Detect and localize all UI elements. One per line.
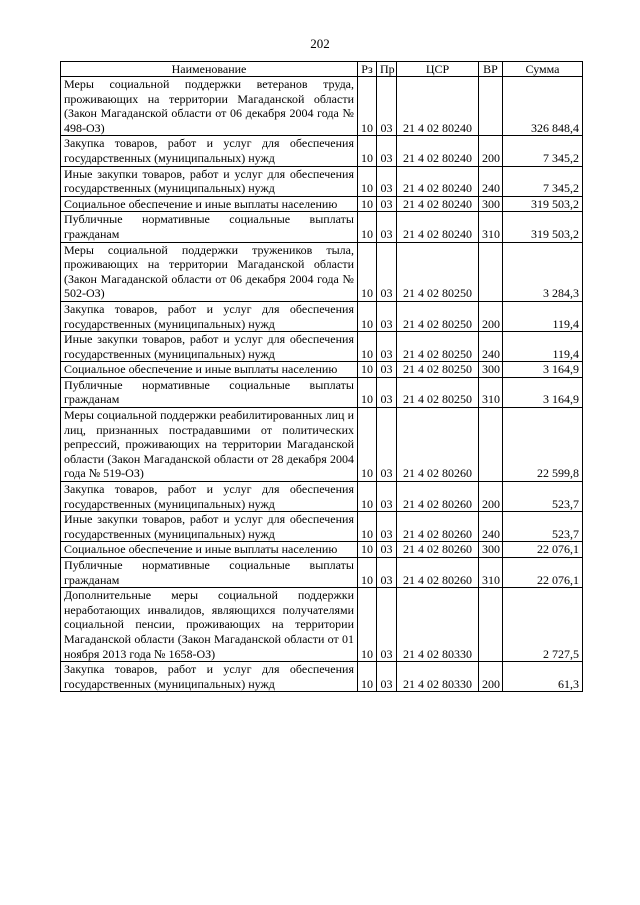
row-rz: 10 xyxy=(358,332,377,362)
row-sum: 3 164,9 xyxy=(503,362,583,378)
row-rz: 10 xyxy=(358,166,377,196)
row-csr: 21 4 02 80240 xyxy=(397,77,479,136)
row-rz: 10 xyxy=(358,77,377,136)
table-row xyxy=(61,588,583,662)
table-row xyxy=(61,558,583,588)
row-vr: 240 xyxy=(479,166,503,196)
row-csr: 21 4 02 80260 xyxy=(397,408,479,482)
row-rz: 10 xyxy=(358,512,377,542)
table-row xyxy=(61,512,583,542)
row-vr: 300 xyxy=(479,362,503,378)
row-name: Иные закупки товаров, работ и услуг для обеспечения государственных (муниципальных) нужд xyxy=(61,166,358,196)
row-vr: 300 xyxy=(479,196,503,212)
row-name: Меры социальной поддержки тружеников тыла, проживающих на территории Магаданской области (Закон Магаданской области от 06 декабря 2004 года № 502-ОЗ) xyxy=(61,242,358,301)
row-pr: 03 xyxy=(377,212,397,242)
row-name: Социальное обеспечение и иные выплаты населению xyxy=(61,362,358,378)
row-name: Социальное обеспечение и иные выплаты населению xyxy=(61,542,358,558)
table-row xyxy=(61,242,583,301)
row-rz: 10 xyxy=(358,301,377,331)
row-name: Меры социальной поддержки ветеранов труда, проживающих на территории Магаданской области (Закон Магаданской области от 06 декабря 2004 года № 498-ОЗ) xyxy=(61,77,358,136)
table-row xyxy=(61,332,583,362)
row-name: Дополнительные меры социальной поддержки неработающих инвалидов, являющихся получателями социальной пенсии, проживающих на территории Магаданской области (Закон Магаданской области от 01 ноября 2013 года № 1658-ОЗ) xyxy=(61,588,358,662)
row-pr: 03 xyxy=(377,662,397,692)
row-pr: 03 xyxy=(377,377,397,407)
row-pr: 03 xyxy=(377,301,397,331)
row-sum: 319 503,2 xyxy=(503,196,583,212)
row-sum: 61,3 xyxy=(503,662,583,692)
table-row xyxy=(61,77,583,136)
row-csr: 21 4 02 80260 xyxy=(397,482,479,512)
row-vr: 310 xyxy=(479,558,503,588)
table-row xyxy=(61,408,583,482)
row-sum: 22 076,1 xyxy=(503,558,583,588)
row-pr: 03 xyxy=(377,136,397,166)
row-vr: 200 xyxy=(479,482,503,512)
row-pr: 03 xyxy=(377,408,397,482)
row-pr: 03 xyxy=(377,242,397,301)
row-csr: 21 4 02 80240 xyxy=(397,166,479,196)
row-pr: 03 xyxy=(377,332,397,362)
row-csr: 21 4 02 80260 xyxy=(397,512,479,542)
row-sum: 319 503,2 xyxy=(503,212,583,242)
row-csr: 21 4 02 80250 xyxy=(397,377,479,407)
row-rz: 10 xyxy=(358,662,377,692)
row-sum: 22 076,1 xyxy=(503,542,583,558)
row-rz: 10 xyxy=(358,362,377,378)
row-sum: 3 284,3 xyxy=(503,242,583,301)
row-name: Иные закупки товаров, работ и услуг для обеспечения государственных (муниципальных) нужд xyxy=(61,512,358,542)
row-name: Закупка товаров, работ и услуг для обеспечения государственных (муниципальных) нужд xyxy=(61,482,358,512)
table-row xyxy=(61,196,583,212)
budget-table xyxy=(60,61,583,692)
row-vr xyxy=(479,242,503,301)
row-sum: 119,4 xyxy=(503,301,583,331)
row-vr: 200 xyxy=(479,301,503,331)
row-sum: 2 727,5 xyxy=(503,588,583,662)
row-pr: 03 xyxy=(377,196,397,212)
table-row xyxy=(61,362,583,378)
row-vr: 200 xyxy=(479,662,503,692)
row-csr: 21 4 02 80250 xyxy=(397,301,479,331)
row-sum: 523,7 xyxy=(503,512,583,542)
row-vr: 240 xyxy=(479,332,503,362)
row-vr: 300 xyxy=(479,542,503,558)
row-sum: 119,4 xyxy=(503,332,583,362)
row-csr: 21 4 02 80260 xyxy=(397,542,479,558)
table-header-row xyxy=(61,62,583,77)
row-vr xyxy=(479,408,503,482)
row-sum: 3 164,9 xyxy=(503,377,583,407)
table-row xyxy=(61,662,583,692)
page-number: 202 xyxy=(310,36,330,51)
header-csr: ЦСР xyxy=(397,62,479,77)
row-name: Публичные нормативные социальные выплаты гражданам xyxy=(61,377,358,407)
table-row xyxy=(61,166,583,196)
row-pr: 03 xyxy=(377,77,397,136)
row-pr: 03 xyxy=(377,362,397,378)
row-csr: 21 4 02 80240 xyxy=(397,212,479,242)
row-rz: 10 xyxy=(358,242,377,301)
table-row xyxy=(61,482,583,512)
row-rz: 10 xyxy=(358,588,377,662)
row-sum: 7 345,2 xyxy=(503,166,583,196)
table-body xyxy=(61,77,583,692)
row-csr: 21 4 02 80330 xyxy=(397,588,479,662)
row-vr xyxy=(479,588,503,662)
table-row xyxy=(61,136,583,166)
table-row xyxy=(61,212,583,242)
row-rz: 10 xyxy=(358,196,377,212)
row-sum: 22 599,8 xyxy=(503,408,583,482)
header-rz: Рз xyxy=(358,62,377,77)
header-name: Наименование xyxy=(61,62,358,77)
row-vr: 310 xyxy=(479,377,503,407)
row-csr: 21 4 02 80330 xyxy=(397,662,479,692)
row-vr: 240 xyxy=(479,512,503,542)
row-rz: 10 xyxy=(358,542,377,558)
row-sum: 523,7 xyxy=(503,482,583,512)
row-vr: 310 xyxy=(479,212,503,242)
row-rz: 10 xyxy=(358,212,377,242)
row-name: Публичные нормативные социальные выплаты гражданам xyxy=(61,212,358,242)
row-name: Закупка товаров, работ и услуг для обеспечения государственных (муниципальных) нужд xyxy=(61,662,358,692)
row-name: Закупка товаров, работ и услуг для обеспечения государственных (муниципальных) нужд xyxy=(61,301,358,331)
table-row xyxy=(61,301,583,331)
row-csr: 21 4 02 80250 xyxy=(397,332,479,362)
row-name: Публичные нормативные социальные выплаты гражданам xyxy=(61,558,358,588)
row-pr: 03 xyxy=(377,512,397,542)
row-csr: 21 4 02 80250 xyxy=(397,362,479,378)
row-name: Социальное обеспечение и иные выплаты населению xyxy=(61,196,358,212)
row-rz: 10 xyxy=(358,558,377,588)
row-pr: 03 xyxy=(377,558,397,588)
row-rz: 10 xyxy=(358,408,377,482)
row-name: Меры социальной поддержки реабилитированных лиц и лиц, признанных пострадавшими от политических репрессий, проживающих на территории Магаданской области (Закон Магаданской области от 28 декабря 2004 года № 519-ОЗ) xyxy=(61,408,358,482)
row-pr: 03 xyxy=(377,166,397,196)
row-rz: 10 xyxy=(358,377,377,407)
row-rz: 10 xyxy=(358,482,377,512)
row-csr: 21 4 02 80240 xyxy=(397,196,479,212)
header-pr: Пр xyxy=(377,62,397,77)
row-vr xyxy=(479,77,503,136)
row-csr: 21 4 02 80240 xyxy=(397,136,479,166)
row-sum: 7 345,2 xyxy=(503,136,583,166)
row-sum: 326 848,4 xyxy=(503,77,583,136)
row-pr: 03 xyxy=(377,588,397,662)
row-pr: 03 xyxy=(377,482,397,512)
header-sum: Сумма xyxy=(503,62,583,77)
row-csr: 21 4 02 80260 xyxy=(397,558,479,588)
row-pr: 03 xyxy=(377,542,397,558)
row-vr: 200 xyxy=(479,136,503,166)
table-row xyxy=(61,377,583,407)
row-name: Закупка товаров, работ и услуг для обеспечения государственных (муниципальных) нужд xyxy=(61,136,358,166)
table-row xyxy=(61,542,583,558)
header-vr: ВР xyxy=(479,62,503,77)
row-csr: 21 4 02 80250 xyxy=(397,242,479,301)
row-rz: 10 xyxy=(358,136,377,166)
row-name: Иные закупки товаров, работ и услуг для обеспечения государственных (муниципальных) нужд xyxy=(61,332,358,362)
